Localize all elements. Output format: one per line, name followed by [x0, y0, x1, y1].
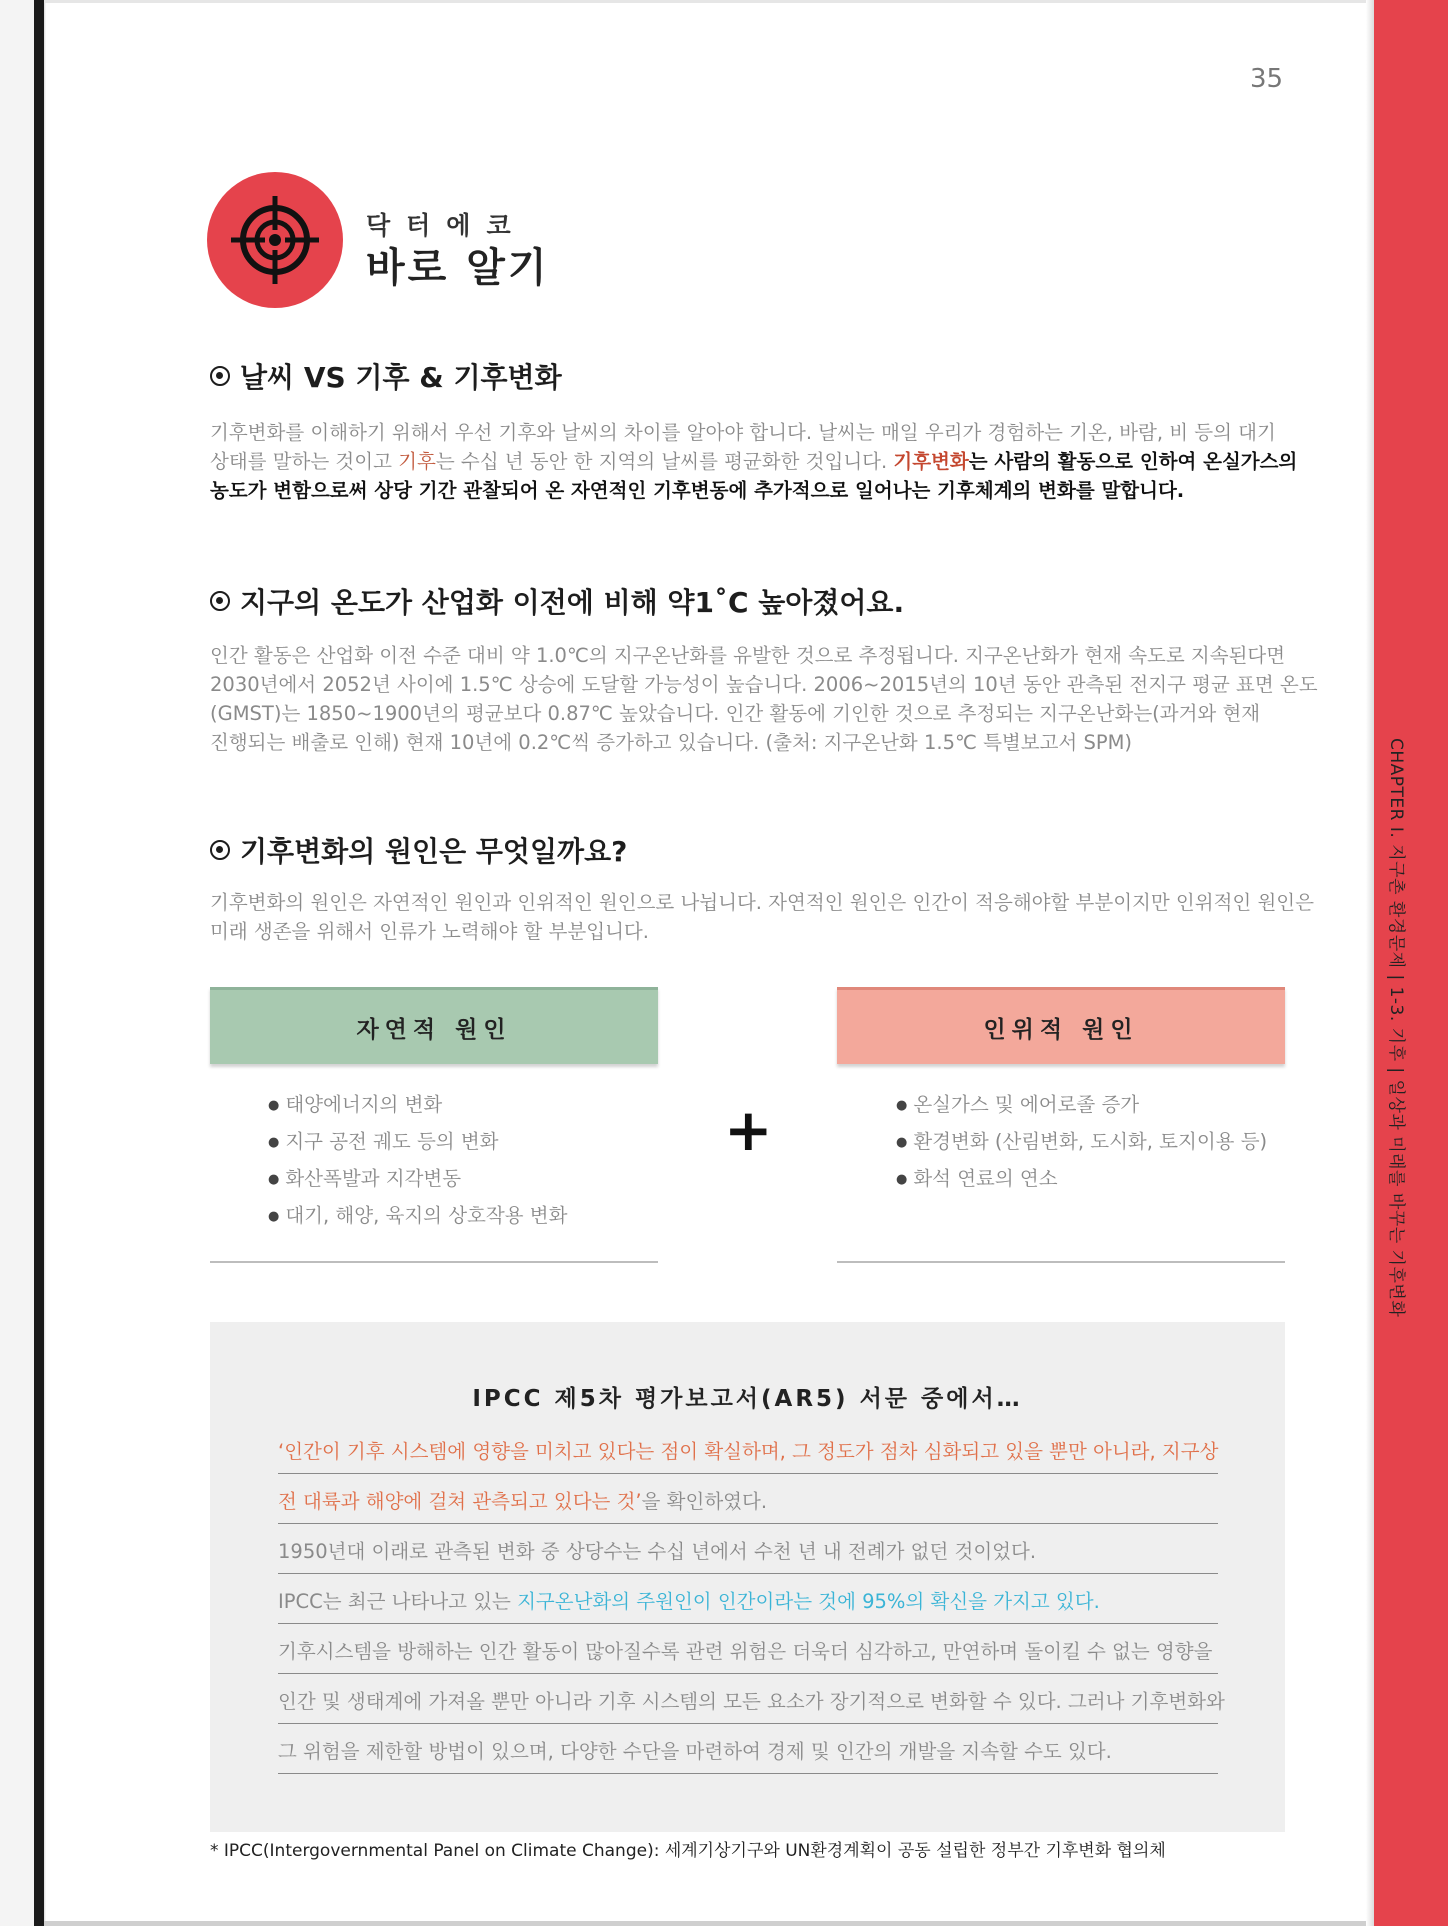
text-run: (GMST)는 1850~1900년의 평균보다 0.87℃ 높았습니다. 인간 활동에 기인한 것으로 추정되는 지구온난화는(과거와 현재	[210, 702, 1261, 725]
cause-item	[268, 1086, 567, 1123]
ipcc-quote-line	[278, 1624, 1218, 1674]
section-title-causes	[210, 830, 627, 870]
page-number: 35	[1250, 64, 1284, 94]
cause-item-text: 대기, 해양, 육지의 상호작용 변화	[285, 1204, 568, 1227]
bullet-dot-icon: ●	[268, 1098, 280, 1113]
cause-item-text: 지구 공전 궤도 등의 변화	[285, 1130, 499, 1153]
paragraph-line	[210, 917, 1285, 946]
section-heading: 지구의 온도가 산업화 이전에 비해 약1˚C 높아졌어요.	[240, 586, 905, 619]
text-run: 2030년에서 2052년 사이에 1.5℃ 상승에 도달할 가능성이 높습니다. 2006~2015년의 10년 동안 관측된 전지구 평균 표면 온도	[210, 673, 1318, 696]
cause-item	[268, 1160, 567, 1197]
text-run: ‘인간이 기후 시스템에 영향을 미치고 있다는 점이 확실하며, 그 정도가 점차 심화되고 있을 뿐만 아니라, 지구상	[278, 1440, 1219, 1463]
human-causes-divider	[837, 1261, 1285, 1263]
circle-bullet-icon	[210, 591, 230, 611]
bullet-dot-icon: ●	[268, 1209, 280, 1224]
text-run: 농도가 변함으로써 상당 기간 관찰되어 온 자연적인 기후변동에 추가적으로 일어나는 기후체계의 변화를 말합니다.	[210, 479, 1185, 502]
paragraph-line	[210, 699, 1285, 728]
circle-bullet-icon	[210, 840, 230, 860]
text-run: 기후변화를 이해하기 위해서 우선 기후와 날씨의 차이를 알아야 합니다. 날씨는 매일 우리가 경험하는 기온, 바람, 비 등의 대기	[210, 421, 1276, 444]
text-run: 기후	[398, 450, 436, 473]
paragraph-line	[210, 418, 1285, 447]
cause-item-text: 온실가스 및 에어로졸 증가	[913, 1093, 1140, 1116]
cause-item	[896, 1160, 1267, 1197]
section-paragraph	[210, 888, 1314, 946]
paragraph-line	[210, 888, 1314, 917]
ipcc-quote-line	[278, 1474, 1218, 1524]
ipcc-quote-line	[278, 1424, 1218, 1474]
cause-item-text: 화석 연료의 연소	[913, 1167, 1058, 1190]
bullet-dot-icon: ●	[896, 1172, 908, 1187]
ipcc-quote-line	[278, 1674, 1225, 1724]
section-title-temperature-rise	[210, 581, 904, 621]
cause-item	[268, 1123, 567, 1160]
cause-item	[268, 1197, 567, 1234]
text-run: 는 사람의 활동으로 인하여 온실가스의	[968, 450, 1298, 473]
cause-item-text: 화산폭발과 지각변동	[285, 1167, 462, 1190]
text-run: 인간 및 생태계에 가져올 뿐만 아니라 기후 시스템의 모든 요소가 장기적으로 변화할 수 있다. 그러나 기후변화와	[278, 1690, 1225, 1713]
text-run: 미래 생존을 위해서 인류가 노력해야 할 부분입니다.	[210, 920, 649, 943]
page-bottom-edge	[44, 1921, 1374, 1926]
paragraph-line	[210, 728, 1285, 757]
text-run: 을 확인하였다.	[641, 1490, 768, 1513]
plus-icon: +	[724, 1096, 773, 1164]
paragraph-line	[210, 670, 1318, 699]
cause-item	[896, 1123, 1267, 1160]
brand-title: 바로 알기	[366, 245, 550, 291]
ipcc-box-title: IPCC 제5차 평가보고서(AR5) 서문 중에서…	[472, 1386, 1023, 1412]
ipcc-quote-line	[278, 1724, 1218, 1774]
text-run: 1950년대 이래로 관측된 변화 중 상당수는 수십 년에서 수천 년 내 전례가 없던 것이었다.	[278, 1540, 1037, 1563]
page-right-edge	[1366, 0, 1374, 1926]
text-run: 전 대륙과 해양에 걸쳐 관측되고 있다는 것’	[278, 1490, 642, 1513]
cause-item-text: 태양에너지의 변화	[285, 1093, 443, 1116]
cause-item	[896, 1086, 1267, 1123]
text-run: 상태를 말하는 것이고	[210, 450, 399, 473]
section-paragraph	[210, 641, 1318, 757]
bullet-dot-icon: ●	[268, 1172, 280, 1187]
human-causes-list	[896, 1086, 1267, 1197]
human-causes-header: 인위적 원인	[837, 987, 1285, 1064]
bullet-dot-icon: ●	[268, 1135, 280, 1150]
text-run: 그 위험을 제한할 방법이 있으며, 다양한 수단을 마련하여 경제 및 인간의 개발을 지속할 수도 있다.	[278, 1740, 1112, 1763]
bullet-dot-icon: ●	[896, 1098, 908, 1113]
chapter-side-text: CHAPTER I. 지구촌 환경문제 | 1-3. 기후 | 일상과 미래를 바꾸는 기후변화	[1386, 738, 1406, 1318]
cause-item-text: 환경변화 (산림변화, 도시화, 토지이용 등)	[913, 1130, 1268, 1153]
natural-causes-list	[268, 1086, 567, 1234]
text-run: IPCC는 최근 나타나고 있는	[278, 1590, 518, 1613]
section-heading: 기후변화의 원인은 무엇일까요?	[240, 835, 628, 868]
bullet-dot-icon: ●	[896, 1135, 908, 1150]
brand-subtitle: 닥터에코	[366, 211, 527, 240]
circle-bullet-icon	[210, 366, 230, 386]
footnote: * IPCC(Intergovernmental Panel on Climate Change): 세계기상기구와 UN환경계획이 공동 설립한 정부간 기후변화 협의체	[210, 1841, 1166, 1861]
ipcc-quote-line	[278, 1574, 1218, 1624]
paragraph-line	[210, 641, 1285, 670]
ipcc-quote-line	[278, 1524, 1218, 1574]
text-run: 는 수십 년 동안 한 지역의 날씨를 평균화한 것입니다.	[435, 450, 894, 473]
text-run: 인간 활동은 산업화 이전 수준 대비 약 1.0℃의 지구온난화를 유발한 것으로 추정됩니다. 지구온난화가 현재 속도로 지속된다면	[210, 644, 1286, 667]
section-paragraph	[210, 418, 1298, 505]
page-top-edge	[44, 0, 1374, 3]
text-run: 기후변화의 원인은 자연적인 원인과 인위적인 원인으로 나뉩니다. 자연적인 원인은 인간이 적응해야할 부분이지만 인위적인 원인은	[210, 891, 1314, 914]
natural-causes-header: 자연적 원인	[210, 987, 658, 1064]
crosshair-target-icon	[207, 172, 343, 308]
text-run: 진행되는 배출로 인해) 현재 10년에 0.2℃씩 증가하고 있습니다. (출처: 지구온난화 1.5℃ 특별보고서 SPM)	[210, 731, 1133, 754]
natural-causes-divider	[210, 1261, 658, 1263]
text-run: 기후변화	[893, 450, 969, 473]
section-heading: 날씨 VS 기후 & 기후변화	[240, 361, 562, 394]
text-run: 지구온난화의 주원인이 인간이라는 것에 95%의 확신을 가지고 있다.	[517, 1590, 1100, 1613]
text-run: 기후시스템을 방해하는 인간 활동이 많아질수록 관련 위험은 더욱더 심각하고, 만연하며 돌이킬 수 없는 영향을	[278, 1640, 1213, 1663]
section-title-weather-vs-climate	[210, 356, 562, 396]
page-spine	[0, 0, 46, 1926]
paragraph-line	[210, 447, 1298, 476]
paragraph-line	[210, 476, 1285, 505]
